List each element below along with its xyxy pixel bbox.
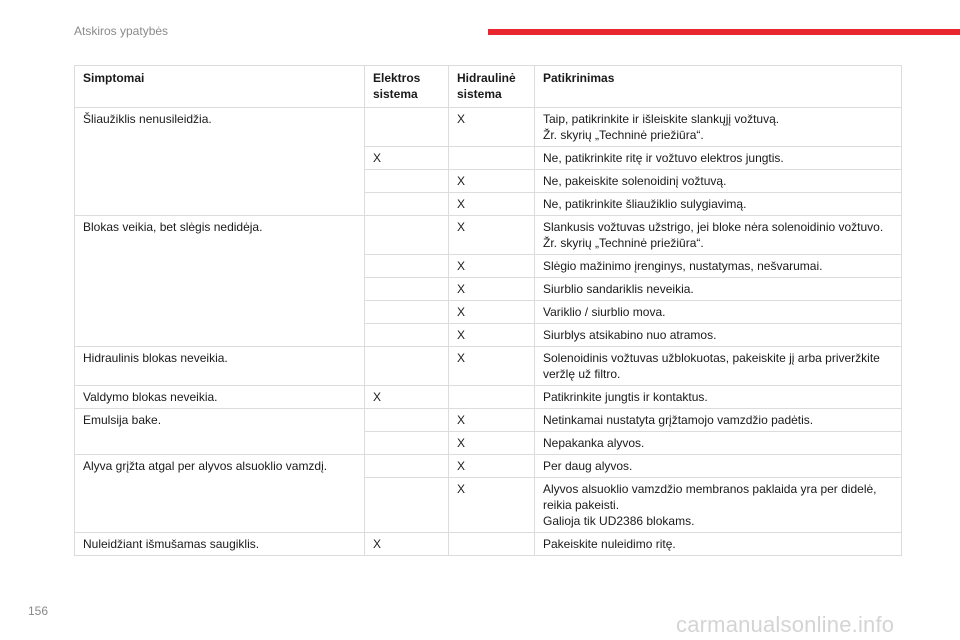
header-accent-bar xyxy=(488,29,960,35)
hydraulic-mark-cell: X xyxy=(449,108,535,147)
electrical-mark-cell xyxy=(365,455,449,478)
symptom-cell: Valdymo blokas neveikia. xyxy=(75,386,365,409)
check-cell: Ne, pakeiskite solenoidinį vožtuvą. xyxy=(535,170,902,193)
electrical-mark-cell xyxy=(365,108,449,147)
column-header-symptoms: Simptomai xyxy=(75,66,365,108)
check-cell: Ne, patikrinkite ritę ir vožtuvo elektros jungtis. xyxy=(535,147,902,170)
check-cell: Ne, patikrinkite šliaužiklio sulygiavimą. xyxy=(535,193,902,216)
check-cell: Slankusis vožtuvas užstrigo, jei bloke nėra solenoidinio vožtuvo. Žr. skyrių „Techninė priežiūra“. xyxy=(535,216,902,255)
table-row xyxy=(75,409,902,432)
hydraulic-mark-cell: X xyxy=(449,347,535,386)
table-body xyxy=(75,108,902,556)
symptom-cell: Nuleidžiant išmušamas saugiklis. xyxy=(75,533,365,556)
check-cell: Variklio / siurblio mova. xyxy=(535,301,902,324)
table-row xyxy=(75,347,902,386)
symptom-cell: Šliaužiklis nenusileidžia. xyxy=(75,108,365,216)
column-header-hydraulic: Hidraulinė sistema xyxy=(449,66,535,108)
electrical-mark-cell xyxy=(365,324,449,347)
page-number: 156 xyxy=(28,604,49,618)
symptom-cell: Alyva grįžta atgal per alyvos alsuoklio vamzdį. xyxy=(75,455,365,533)
table-row xyxy=(75,533,902,556)
electrical-mark-cell xyxy=(365,409,449,432)
hydraulic-mark-cell: X xyxy=(449,409,535,432)
electrical-mark-cell xyxy=(365,478,449,533)
hydraulic-mark-cell: X xyxy=(449,216,535,255)
electrical-mark-cell xyxy=(365,216,449,255)
electrical-mark-cell xyxy=(365,278,449,301)
hydraulic-mark-cell xyxy=(449,386,535,409)
electrical-mark-cell: X xyxy=(365,533,449,556)
check-cell: Solenoidinis vožtuvas užblokuotas, pakeiskite jį arba priveržkite veržlę už filtro. xyxy=(535,347,902,386)
check-cell: Per daug alyvos. xyxy=(535,455,902,478)
troubleshooting-table xyxy=(74,65,902,556)
electrical-mark-cell xyxy=(365,255,449,278)
electrical-mark-cell xyxy=(365,347,449,386)
check-cell: Siurblys atsikabino nuo atramos. xyxy=(535,324,902,347)
hydraulic-mark-cell xyxy=(449,533,535,556)
check-cell: Siurblio sandariklis neveikia. xyxy=(535,278,902,301)
watermark: carmanualsonline.info xyxy=(676,612,895,637)
hydraulic-mark-cell: X xyxy=(449,255,535,278)
check-cell: Slėgio mažinimo įrenginys, nustatymas, nešvarumai. xyxy=(535,255,902,278)
table-row xyxy=(75,108,902,147)
hydraulic-mark-cell: X xyxy=(449,455,535,478)
hydraulic-mark-cell: X xyxy=(449,432,535,455)
hydraulic-mark-cell: X xyxy=(449,301,535,324)
electrical-mark-cell: X xyxy=(365,147,449,170)
table-row xyxy=(75,386,902,409)
check-cell: Taip, patikrinkite ir išleiskite slankųjį vožtuvą. Žr. skyrių „Techninė priežiūra“. xyxy=(535,108,902,147)
check-cell: Netinkamai nustatyta grįžtamojo vamzdžio padėtis. xyxy=(535,409,902,432)
check-cell: Nepakanka alyvos. xyxy=(535,432,902,455)
hydraulic-mark-cell xyxy=(449,147,535,170)
electrical-mark-cell xyxy=(365,170,449,193)
electrical-mark-cell xyxy=(365,193,449,216)
hydraulic-mark-cell: X xyxy=(449,478,535,533)
column-header-electrical: Elektros sistema xyxy=(365,66,449,108)
table-row xyxy=(75,216,902,255)
symptom-cell: Blokas veikia, bet slėgis nedidėja. xyxy=(75,216,365,347)
check-cell: Alyvos alsuoklio vamzdžio membranos paklaida yra per didelė, reikia pakeisti. Galioja tik UD2386 blokams. xyxy=(535,478,902,533)
column-header-check: Patikrinimas xyxy=(535,66,902,108)
hydraulic-mark-cell: X xyxy=(449,193,535,216)
electrical-mark-cell: X xyxy=(365,386,449,409)
electrical-mark-cell xyxy=(365,301,449,324)
section-title: Atskiros ypatybės xyxy=(74,24,169,38)
table-header-row xyxy=(75,66,902,108)
electrical-mark-cell xyxy=(365,432,449,455)
hydraulic-mark-cell: X xyxy=(449,170,535,193)
symptom-cell: Hidraulinis blokas neveikia. xyxy=(75,347,365,386)
check-cell: Patikrinkite jungtis ir kontaktus. xyxy=(535,386,902,409)
check-cell: Pakeiskite nuleidimo ritę. xyxy=(535,533,902,556)
hydraulic-mark-cell: X xyxy=(449,278,535,301)
table-row xyxy=(75,455,902,478)
hydraulic-mark-cell: X xyxy=(449,324,535,347)
symptom-cell: Emulsija bake. xyxy=(75,409,365,455)
